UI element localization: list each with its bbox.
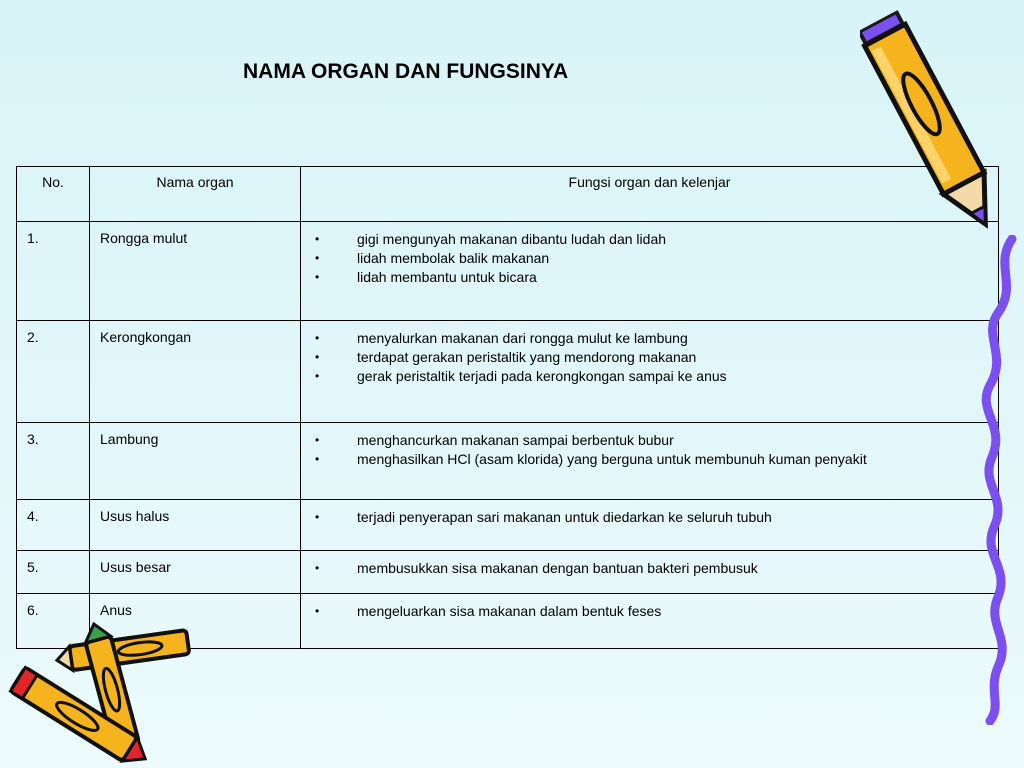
- function-item: • menghancurkan makanan sampai berbentuk bubur: [315, 432, 674, 448]
- table-header-row: [17, 167, 999, 222]
- table-row: [17, 423, 999, 500]
- header-no: No.: [17, 167, 90, 222]
- cell-no: 2.: [17, 321, 90, 423]
- function-list: [311, 431, 988, 469]
- cell-no: 5.: [17, 551, 90, 594]
- table-row: [17, 222, 999, 321]
- pencil-icon: [860, 2, 1005, 247]
- bullet-icon: •: [315, 251, 320, 265]
- bullet-icon: •: [315, 510, 320, 524]
- function-list: [311, 508, 988, 527]
- bullet-icon: •: [315, 604, 320, 618]
- cell-functions: [301, 321, 999, 423]
- function-list: [311, 329, 988, 386]
- table-row: [17, 551, 999, 594]
- function-list: [311, 602, 988, 621]
- bullet-icon: •: [315, 270, 320, 284]
- function-item: • terdapat gerakan peristaltik yang mendorong makanan: [315, 349, 697, 365]
- cell-no: 1.: [17, 222, 90, 321]
- function-item: • lidah membolak balik makanan: [315, 250, 550, 266]
- cell-functions: [301, 423, 999, 500]
- cell-organ: Rongga mulut: [90, 222, 301, 321]
- cell-no: 4.: [17, 500, 90, 551]
- function-list: [311, 559, 988, 578]
- function-item: • menyalurkan makanan dari rongga mulut ke lambung: [315, 330, 688, 346]
- function-item: • gerak peristaltik terjadi pada kerongkongan sampai ke anus: [315, 368, 727, 384]
- cell-organ: Kerongkongan: [90, 321, 301, 423]
- cell-organ: Usus besar: [90, 551, 301, 594]
- table-row: [17, 500, 999, 551]
- cell-functions: [301, 500, 999, 551]
- crayon-cluster-icon: [0, 618, 205, 763]
- squiggle-line-icon: [968, 235, 1024, 725]
- function-item: • membusukkan sisa makanan dengan bantuan bakteri pembusuk: [315, 560, 758, 576]
- bullet-icon: •: [315, 561, 320, 575]
- bullet-icon: •: [315, 350, 320, 364]
- organ-function-table: [16, 166, 999, 649]
- bullet-icon: •: [315, 369, 320, 383]
- cell-no: 3.: [17, 423, 90, 500]
- cell-organ: Anus: [90, 594, 301, 649]
- cell-functions: [301, 551, 999, 594]
- function-item: • mengeluarkan sisa makanan dalam bentuk feses: [315, 603, 662, 619]
- bullet-icon: •: [315, 433, 320, 447]
- header-organ-name: Nama organ: [90, 167, 301, 222]
- function-item: • gigi mengunyah makanan dibantu ludah dan lidah: [315, 231, 667, 247]
- function-item: • terjadi penyerapan sari makanan untuk diedarkan ke seluruh tubuh: [315, 509, 772, 525]
- function-item: • lidah membantu untuk bicara: [315, 269, 537, 285]
- bullet-icon: •: [315, 452, 320, 466]
- function-item: • menghasilkan HCl (asam klorida) yang berguna untuk membunuh kuman penyakit: [315, 451, 867, 467]
- table-row: [17, 321, 999, 423]
- page-title: NAMA ORGAN DAN FUNGSINYA: [243, 60, 569, 83]
- header-function: Fungsi organ dan kelenjar: [301, 167, 999, 222]
- bullet-icon: •: [315, 232, 320, 246]
- cell-functions: [301, 594, 999, 649]
- cell-organ: Lambung: [90, 423, 301, 500]
- bullet-icon: •: [315, 331, 320, 345]
- cell-no: 6.: [17, 594, 90, 649]
- cell-organ: Usus halus: [90, 500, 301, 551]
